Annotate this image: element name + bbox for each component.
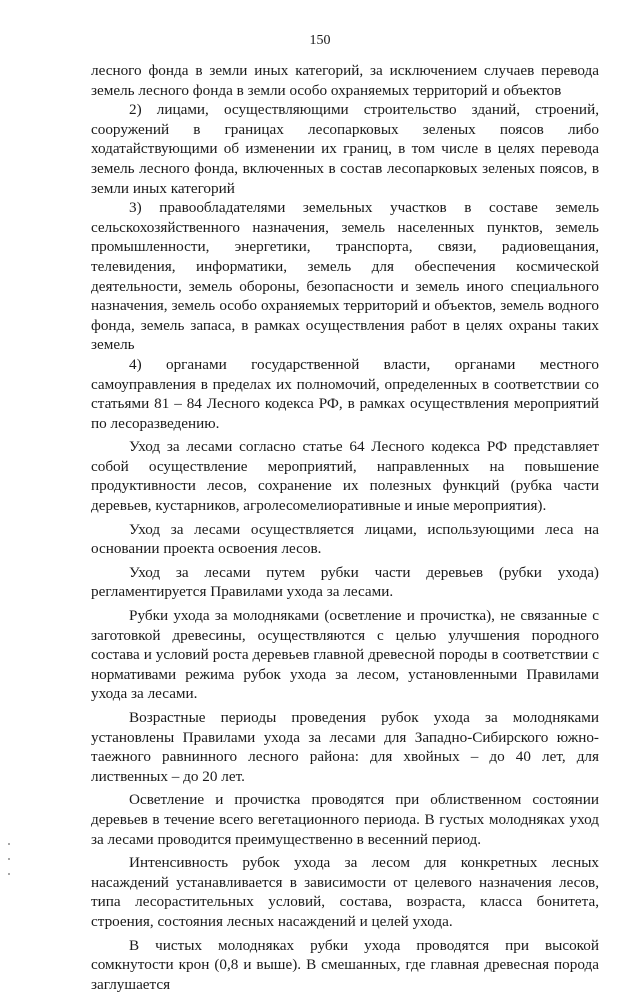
paragraph-continuation: лесного фонда в земли иных категорий, за исключением случаев перевода земель лесного фонда в земли особо охраняемых территорий и объектов	[91, 62, 599, 99]
scan-artifact	[8, 843, 10, 845]
page-number: 150	[309, 33, 331, 48]
paragraph-forest-care-performers: Уход за лесами осуществляется лицами, использующими леса на основании проекта освоения лесов.	[91, 520, 599, 558]
paragraph-pure-young-stands: В чистых молодняках рубки ухода проводятся при высокой сомкнутости крон (0,8 и выше). В смешанных, где главная древесная порода заглушается	[91, 936, 599, 993]
paragraph-thinning-regulation: Уход за лесами путем рубки части деревьев (рубки ухода) регламентируется Правилами ухода за лесами.	[91, 563, 599, 601]
paragraph-age-periods: Возрастные периоды проведения рубок ухода за молодняками установлены Правилами ухода за лесами для Западно-Сибирского южно-таежного равнинного лесного района: для хвойных – до 40 лет, для лиственных – до 20 лет.	[91, 709, 599, 785]
paragraph-item-4: 4) органами государственной власти, органами местного самоуправления в пределах их полномочий, определенных в соответствии со статьями 81 – 84 Лесного кодекса РФ, в рамках осуществления мероприятий по лесоразведению.	[91, 355, 599, 432]
paragraph-young-stand-thinning: Рубки ухода за молодняками (осветление и прочистка), не связанные с заготовкой древесины, осуществляются с целью улучшения породного состава и условий роста деревьев главной древесной породы в соответствии с нормативами режима рубок ухода за лесом, установленными Правилами ухода за лесами.	[91, 607, 599, 703]
paragraph-item-2: 2) лицами, осуществляющими строительство зданий, строений, сооружений в границах лесопарковых зеленых поясов либо ходатайствующими об изменении их границ, в том числе в целях перевода земель лесного фонда, включенных в состав лесопарковых зеленых поясов, в земли иных категорий	[91, 101, 599, 197]
scan-artifact	[8, 873, 10, 875]
document-body	[91, 61, 599, 994]
paragraph-forest-care-definition: Уход за лесами согласно статье 64 Лесного кодекса РФ представляет собой осуществление мероприятий, направленных на повышение продуктивности лесов, сохранение их полезных функций (рубка части деревьев, кустарников, агролесомелиоративные и иные мероприятия).	[91, 438, 599, 515]
paragraph-item-3: 3) правообладателями земельных участков в составе земель сельскохозяйственного назначения, земель населенных пунктов, земель промышленности, энергетики, транспорта, связи, радиовещания, телевидения, информатики, земель для обеспечения космической деятельности, земель обороны, безопасности и земель иного специального назначения, земель особо охраняемых территорий и объектов, земель водного фонда, земель запаса, в рамках осуществления работ в целях охраны таких земель	[91, 199, 599, 354]
paragraph-thinning-intensity: Интенсивность рубок ухода за лесом для конкретных лесных насаждений устанавливается в зависимости от целевого назначения лесов, типа лесорастительных условий, состава, возраста, класса бонитета, строения, состояния лесных насаждений и целей ухода.	[91, 854, 599, 930]
paragraph-cleaning-timing: Осветление и прочистка проводятся при облиственном состоянии деревьев в течение всего вегетационного периода. В густых молодняках уход за лесами проводится преимущественно в весенний период.	[91, 791, 599, 848]
scan-artifact	[8, 858, 10, 860]
